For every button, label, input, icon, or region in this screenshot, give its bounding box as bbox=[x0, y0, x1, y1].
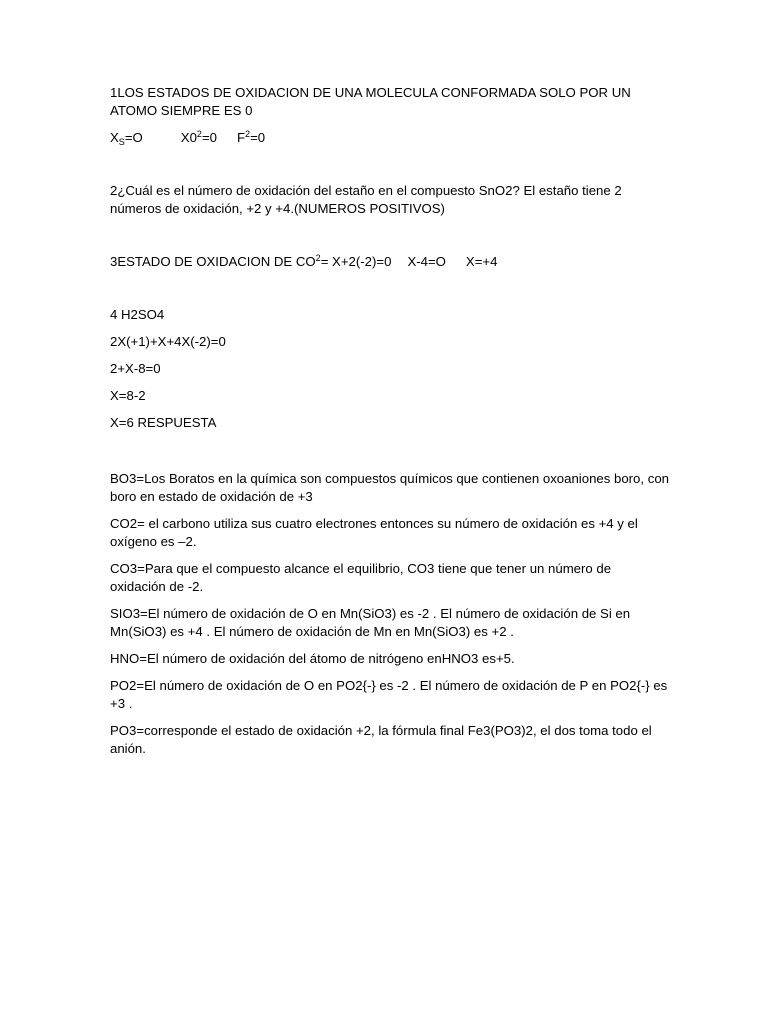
q4-title: 4 H2SO4 bbox=[110, 307, 165, 322]
q1-ex1-rest: =O bbox=[124, 130, 143, 145]
note-po2: PO2=El número de oxidación de O en PO2{-} es -2 . El número de oxidación de P en PO2{-} es +3 . bbox=[110, 678, 671, 711]
q1-ex3 bbox=[237, 130, 265, 145]
q1-statement: 1LOS ESTADOS DE OXIDACION DE UNA MOLECULA CONFORMADA SOLO POR UN ATOMO SIEMPRE ES 0 bbox=[110, 85, 634, 118]
q1-ex2-base: X0 bbox=[180, 130, 197, 145]
q1-ex3-sup: 2 bbox=[245, 129, 251, 139]
note-bo3: BO3=Los Boratos en la química son compuestos químicos que contienen oxoaniones boro, con boro en estado de oxidación de +3 bbox=[110, 471, 673, 504]
q1-ex1-sub: S bbox=[118, 137, 125, 147]
note-hno: HNO=El número de oxidación del átomo de nitrógeno enHNO3 es+5. bbox=[110, 651, 515, 666]
document-page bbox=[110, 84, 673, 767]
q3-statement bbox=[110, 253, 670, 271]
q3-sup: 2 bbox=[315, 253, 321, 263]
q4-step-2: 2+X-8=0 bbox=[110, 361, 161, 376]
q4-answer: X=6 RESPUESTA bbox=[110, 415, 217, 430]
note-sio3: SIO3=El número de oxidación de O en Mn(SiO3) es -2 . El número de oxidación de Si en Mn(SiO3) es +4 . El número de oxidación de Mn en Mn(SiO3) es +2 . bbox=[110, 606, 634, 639]
note-po3: PO3=corresponde el estado de oxidación +2, la fórmula final Fe3(PO3)2, el dos toma todo el anión. bbox=[110, 723, 656, 756]
q2-statement: 2¿Cuál es el número de oxidación del estaño en el compuesto SnO2? El estaño tiene 2 números de oxidación, +2 y +4.(NUMEROS POSITIVOS) bbox=[110, 183, 626, 216]
q1-ex1 bbox=[110, 130, 143, 145]
q1-ex3-rest: =0 bbox=[250, 130, 266, 145]
note-co3: CO3=Para que el compuesto alcance el equilibrio, CO3 tiene que tener un número de oxidación de -2. bbox=[110, 561, 615, 594]
q1-ex2-rest: =0 bbox=[201, 130, 217, 145]
q1-ex1-base: X bbox=[110, 130, 119, 145]
q3-eq1: = X+2(-2)=0 bbox=[320, 254, 392, 269]
q4-step-3: X=8-2 bbox=[110, 388, 146, 403]
q3-eq2: X-4=O bbox=[407, 254, 446, 269]
q1-ex3-base: F bbox=[236, 130, 246, 145]
q3-eq3: X=+4 bbox=[465, 254, 498, 269]
q1-ex2 bbox=[181, 130, 217, 145]
q4-step-1: 2X(+1)+X+4X(-2)=0 bbox=[110, 334, 226, 349]
note-co2: CO2= el carbono utiliza sus cuatro electrones entonces su número de oxidación es +4 y el oxígeno es –2. bbox=[110, 516, 642, 549]
q1-examples bbox=[110, 129, 670, 147]
q1-ex2-sup: 2 bbox=[196, 129, 202, 139]
q3-prefix: 3ESTADO DE OXIDACION DE CO bbox=[110, 254, 316, 269]
